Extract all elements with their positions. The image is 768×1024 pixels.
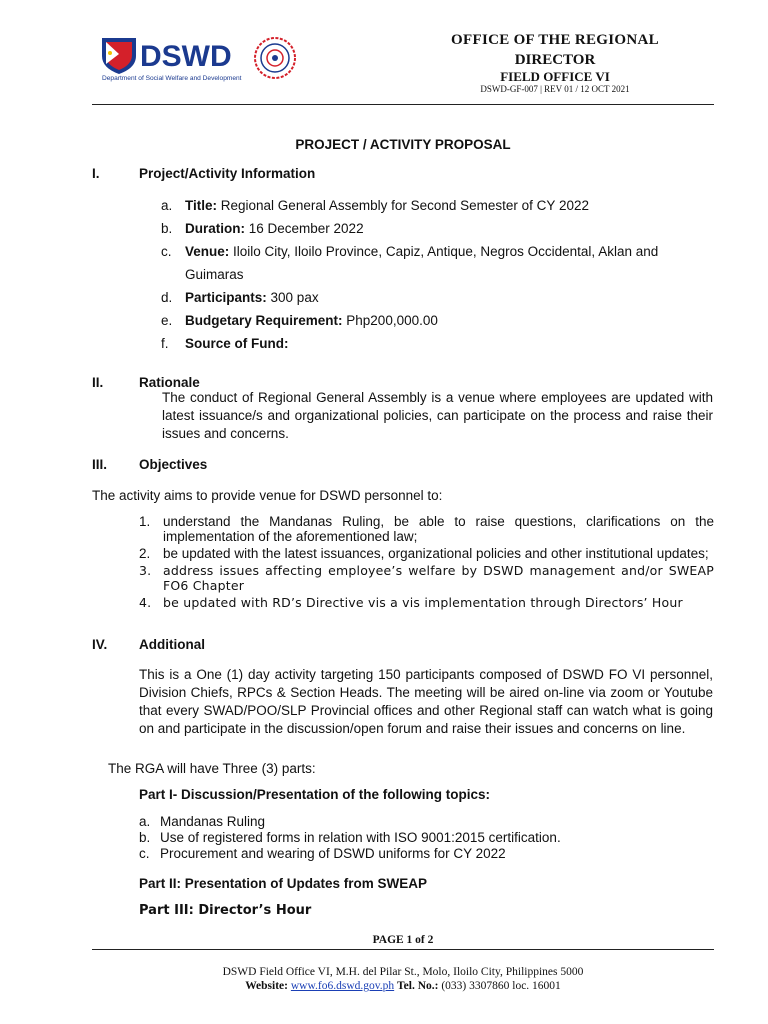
office-title-line2: DIRECTOR	[514, 52, 596, 68]
section-1-heading: Project/Activity Information	[139, 166, 316, 181]
website-link[interactable]: www.fo6.dswd.gov.ph	[290, 980, 395, 992]
parts-intro: The RGA will have Three (3) parts:	[108, 761, 316, 776]
section-3-heading: Objectives	[139, 457, 208, 472]
document-reference: DSWD-GF-007 | REV 01 / 12 OCT 2021	[480, 84, 630, 94]
section-4-heading: Additional	[139, 637, 205, 652]
section-2-number: II.	[92, 375, 104, 390]
svg-text:Department of Social Welfare a: Department of Social Welfare and Development	[102, 75, 242, 82]
info-item-budget: e. Budgetary Requirement: Php200,000.00	[161, 313, 438, 328]
part-1-topics	[139, 814, 714, 862]
dswd-logo	[100, 34, 298, 84]
info-item-duration: b. Duration: 16 December 2022	[161, 221, 364, 236]
section-2-heading: Rationale	[139, 375, 200, 390]
page-number: PAGE 1 of 2	[372, 934, 434, 946]
header-divider	[92, 104, 714, 105]
info-item-venue-cont: Guimaras	[185, 267, 244, 282]
document-title: PROJECT / ACTIVITY PROPOSAL	[295, 137, 511, 152]
rationale-text: The conduct of Regional General Assembly is a venue where employees are updated with latest issuance/s and organizational policies, can participate on the process and raise their issues and concerns.	[162, 390, 713, 441]
tel-label: Tel. No.:	[397, 980, 439, 992]
objectives-intro: The activity aims to provide venue for DSWD personnel to:	[92, 488, 443, 503]
list-item: a. Mandanas Ruling	[139, 814, 266, 829]
part-1-heading: Part I- Discussion/Presentation of the following topics:	[139, 787, 491, 802]
tel-number: (033) 3307860 loc. 16001	[441, 980, 561, 992]
info-item-venue: c. Venue: Iloilo City, Iloilo Province, Capiz, Antique, Negros Occidental, Aklan and	[161, 244, 659, 259]
info-item-source-of-fund: f. Source of Fund:	[161, 336, 289, 351]
footer-divider	[92, 949, 714, 950]
svg-text:DSWD: DSWD	[140, 40, 232, 73]
list-item: b. Use of registered forms in relation with ISO 9001:2015 certification.	[139, 830, 561, 845]
info-item-participants: d. Participants: 300 pax	[161, 290, 319, 305]
field-office: FIELD OFFICE VI	[500, 69, 610, 84]
list-item: 1. understand the Mandanas Ruling, be able to raise questions, clarifications on the implementation of the aforementioned law;	[139, 514, 714, 544]
list-item: 3. address issues affecting employee’s welfare by DSWD management and/or SWEAP FO6 Chapter	[139, 563, 714, 593]
list-item: 2. be updated with the latest issuances, organizational policies and other institutional updates;	[139, 546, 709, 561]
section-4-number: IV.	[92, 637, 108, 652]
part-3-heading: Part III: Director’s Hour	[139, 903, 312, 918]
info-item-title: a. Title: Regional General Assembly for Second Semester of CY 2022	[161, 198, 589, 213]
website-label: Website:	[245, 980, 288, 992]
list-item: 4. be updated with RD’s Directive vis a vis implementation through Directors’ Hour	[139, 595, 683, 610]
footer-address: DSWD Field Office VI, M.H. del Pilar St., Molo, Iloilo City, Philippines 5000	[222, 966, 584, 978]
part-2-heading: Part II: Presentation of Updates from SWEAP	[139, 876, 428, 891]
section-1-number: I.	[92, 166, 100, 181]
list-item: c. Procurement and wearing of DSWD uniforms for CY 2022	[139, 846, 506, 861]
objectives-list	[139, 514, 714, 612]
office-title: OFFICE OF THE REGIONAL	[451, 32, 659, 48]
dswd-logo-graphic	[100, 34, 298, 84]
additional-text: This is a One (1) day activity targeting 150 participants composed of DSWD FO VI personnel, Division Chiefs, RPCs & Section Heads. The meeting will be aired on-line via zoom or Youtube that every SWAD/POO/SLP Provincial offices and other Regional staff can watch what is going on and participate in the discussion/open forum and raise their issues and concerns on line.	[139, 667, 713, 736]
section-3-number: III.	[92, 457, 108, 472]
footer-contact	[92, 980, 714, 992]
